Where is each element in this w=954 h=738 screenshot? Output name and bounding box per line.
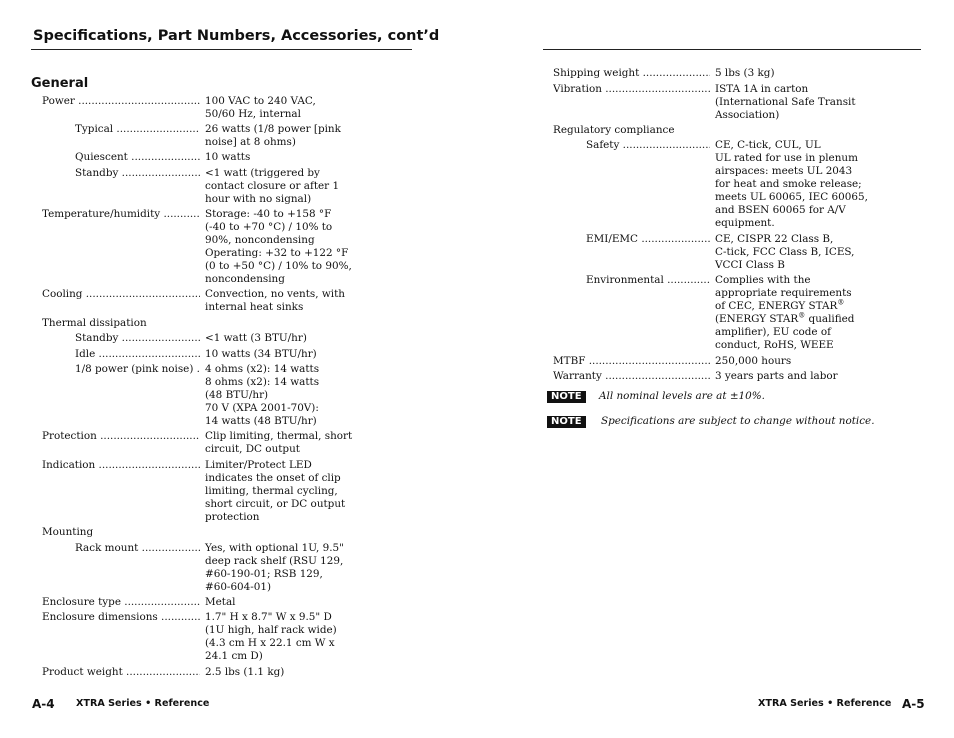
spec-label: Indication .....	[42, 459, 200, 472]
spec-value-line: and BSEN 60065 for A/V	[715, 204, 846, 216]
spec-value-line: 14 watts (48 BTU/hr)	[205, 415, 317, 427]
spec-value-line: contact closure or after 1	[205, 180, 340, 192]
spec-value	[715, 274, 854, 352]
section-title: General	[31, 76, 89, 91]
spec-value	[205, 95, 316, 121]
spec-value-line: internal heat sinks	[205, 301, 304, 313]
spec-value-line: <1 watt (triggered by	[205, 167, 320, 179]
page-number-left: A-4	[32, 697, 55, 711]
spec-value-line: 24.1 cm D)	[205, 650, 263, 662]
spec-value-line: equipment.	[715, 217, 775, 229]
header-rule-right	[543, 49, 921, 50]
spec-label: Standby .....	[75, 332, 200, 345]
footer-text-left: XTRA Series • Reference	[76, 698, 210, 709]
spec-value-line: Operating: +32 to +122 °F	[205, 247, 349, 259]
spec-value-line: (48 BTU/hr)	[205, 389, 269, 401]
spec-value-line: (ENERGY STAR® qualified	[715, 311, 855, 325]
spec-value-line: hour with no signal)	[205, 193, 312, 205]
spec-value-line: conduct, RoHS, WEEE	[715, 339, 834, 351]
spec-value	[715, 370, 838, 383]
spec-value-line: 10 watts (34 BTU/hr)	[205, 348, 317, 360]
spec-value-line: airspaces: meets UL 2043	[715, 165, 853, 177]
spec-label: Warranty .....	[553, 370, 710, 383]
spec-value	[205, 123, 341, 149]
spec-value	[205, 288, 345, 314]
spec-value-line: C-tick, FCC Class B, ICES,	[715, 246, 855, 258]
spec-value-line: CE, CISPR 22 Class B,	[715, 233, 834, 245]
spec-label: Shipping weight .....	[553, 67, 710, 80]
thermal-header: Thermal dissipation	[42, 317, 147, 329]
spec-label: Environmental .....	[586, 274, 710, 287]
spec-label: 1/8 power (pink noise) .....	[75, 363, 200, 376]
spec-label: Cooling .....	[42, 288, 200, 301]
spec-value	[205, 596, 235, 609]
spec-value-line: noncondensing	[205, 273, 285, 285]
spec-value-line: 2.5 lbs (1.1 kg)	[205, 666, 285, 678]
note-badge: NOTE	[547, 391, 586, 403]
page-number-right: A-5	[902, 697, 925, 711]
spec-label: Safety .....	[586, 139, 710, 152]
header-rule-left	[31, 49, 412, 50]
spec-value-line: #60-190-01; RSB 129,	[205, 568, 323, 580]
spec-value-line: meets UL 60065, IEC 60065,	[715, 191, 868, 203]
spec-value-line: (1U high, half rack wide)	[205, 624, 337, 636]
spec-value	[205, 542, 344, 594]
spec-value-line: Limiter/Protect LED	[205, 459, 312, 471]
spec-label: Protection .....	[42, 430, 200, 443]
spec-value-line: 1.7" H x 8.7" W x 9.5" D	[205, 611, 332, 623]
spec-value	[715, 67, 775, 80]
spec-label: Enclosure type .....	[42, 596, 200, 609]
spec-label: Temperature/humidity .....	[42, 208, 200, 221]
spec-value	[715, 355, 791, 368]
note-badge: NOTE	[547, 416, 586, 428]
spec-value	[205, 666, 284, 679]
spec-value-line: indicates the onset of clip	[205, 472, 341, 484]
spec-label: Rack mount .....	[75, 542, 200, 555]
spec-value	[205, 363, 319, 428]
spec-value-line: 250,000 hours	[715, 355, 792, 367]
spec-value	[715, 139, 868, 230]
spec-label: Enclosure dimensions .....	[42, 611, 200, 624]
spec-value-line: Association)	[715, 109, 780, 121]
registered-mark: ®	[837, 298, 845, 307]
spec-value-line: amplifier), EU code of	[715, 326, 831, 338]
spec-value-line: 3 years parts and labor	[715, 370, 838, 382]
spec-value-line: Clip limiting, thermal, short	[205, 430, 353, 442]
footer-text-right: XTRA Series • Reference	[758, 698, 892, 709]
spec-value-line: CE, C-tick, CUL, UL	[715, 139, 821, 151]
spec-value-line: 4 ohms (x2): 14 watts	[205, 363, 320, 375]
spec-value-line: 50/60 Hz, internal	[205, 108, 301, 120]
spec-value-line: circuit, DC output	[205, 443, 300, 455]
spec-value-line: 10 watts	[205, 151, 251, 163]
spec-value-line: appropriate requirements	[715, 287, 852, 299]
spec-value-line: Storage: -40 to +158 °F	[205, 208, 332, 220]
spec-value-line: 26 watts (1/8 power [pink	[205, 123, 341, 135]
spec-value-line: ISTA 1A in carton	[715, 83, 809, 95]
mounting-header: Mounting	[42, 526, 94, 538]
spec-value-line: Convection, no vents, with	[205, 288, 345, 300]
regulatory-header: Regulatory compliance	[553, 124, 675, 136]
spec-value	[205, 348, 317, 361]
spec-label: Idle .....	[75, 348, 200, 361]
spec-value	[715, 83, 856, 122]
spec-value	[205, 611, 337, 663]
spec-value-line: (-40 to +70 °C) / 10% to	[205, 221, 333, 233]
spec-label: Quiescent .....	[75, 151, 200, 164]
spec-label: EMI/EMC .....	[586, 233, 710, 246]
spec-value-line: UL rated for use in plenum	[715, 152, 858, 164]
spec-value	[715, 233, 854, 272]
spec-value-line: 8 ohms (x2): 14 watts	[205, 376, 320, 388]
spec-value-line: protection	[205, 511, 260, 523]
spec-value-line: of CEC, ENERGY STAR®	[715, 298, 845, 312]
spec-value-line: noise] at 8 ohms)	[205, 136, 296, 148]
spec-value-line: deep rack shelf (RSU 129,	[205, 555, 344, 567]
spec-value-line: (0 to +50 °C) / 10% to 90%,	[205, 260, 352, 272]
spec-value	[205, 208, 352, 286]
spec-value-line: <1 watt (3 BTU/hr)	[205, 332, 307, 344]
spec-value	[205, 332, 307, 345]
spec-value-line: Yes, with optional 1U, 9.5"	[205, 542, 344, 554]
registered-mark: ®	[798, 311, 806, 320]
spec-value-line: short circuit, or DC output	[205, 498, 346, 510]
note-text: Specifications are subject to change without notice.	[601, 415, 875, 427]
spec-value	[205, 430, 352, 456]
spec-value-line: (4.3 cm H x 22.1 cm W x	[205, 637, 335, 649]
note-text: All nominal levels are at ±10%.	[599, 390, 765, 402]
spec-value-line: VCCI Class B	[715, 259, 785, 271]
spec-label: Typical .....	[75, 123, 200, 136]
spec-value-line: for heat and smoke release;	[715, 178, 862, 190]
spec-value	[205, 167, 339, 206]
spec-value	[205, 459, 345, 524]
spec-value-line: (International Safe Transit	[715, 96, 856, 108]
spec-value-line: 100 VAC to 240 VAC,	[205, 95, 316, 107]
spec-value-line: 70 V (XPA 2001-70V):	[205, 402, 319, 414]
spec-label: Product weight .....	[42, 666, 200, 679]
spec-label: Vibration .....	[553, 83, 710, 96]
spec-value-line: 5 lbs (3 kg)	[715, 67, 775, 79]
spec-value-line: Complies with the	[715, 274, 811, 286]
spec-value-line: Metal	[205, 596, 236, 608]
spec-value-line: limiting, thermal cycling,	[205, 485, 338, 497]
spec-value-line: #60-604-01)	[205, 581, 272, 593]
spec-label: Standby .....	[75, 167, 200, 180]
spec-label: Power .....	[42, 95, 200, 108]
spec-label: MTBF .....	[553, 355, 710, 368]
spec-value-line: 90%, noncondensing	[205, 234, 315, 246]
spec-value	[205, 151, 250, 164]
page-title: Specifications, Part Numbers, Accessories, cont’d	[33, 28, 440, 44]
